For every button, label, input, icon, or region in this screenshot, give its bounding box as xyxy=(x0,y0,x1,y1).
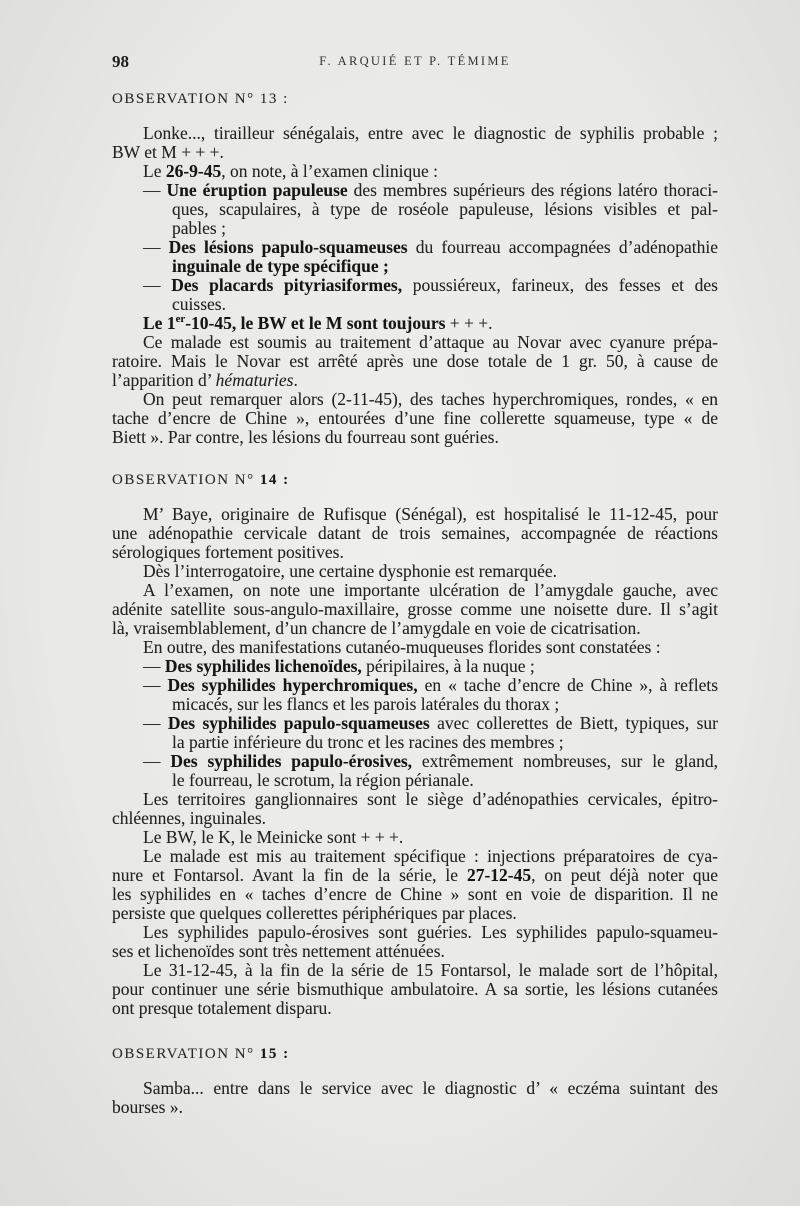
text-run: tache d’encre de Chine », entourées d’une fine collerette squameuse, type « de xyxy=(112,408,718,428)
bold-text: 14 : xyxy=(259,472,290,488)
text-run: A l’examen, on note une importante ulcération de l’amygdale gauche, avec xyxy=(143,580,718,600)
text-line xyxy=(112,847,718,866)
text-line xyxy=(112,390,718,409)
text-line xyxy=(112,352,718,371)
text-run: pour continuer une série bismuthique ambulatoire. A sa sortie, les lésions cutanées xyxy=(112,979,718,999)
text-line xyxy=(112,790,718,809)
bold-text: -10-45, le BW et le M sont toujours xyxy=(185,313,446,333)
observation-section xyxy=(112,471,718,1018)
bold-text: Des syphilides hyperchromiques, xyxy=(167,675,418,695)
text-run: micacés, sur les flancs et les parois latérales du thorax ; xyxy=(172,694,560,714)
bold-text: Des syphilides papulo-squameuses xyxy=(167,713,430,733)
text-line xyxy=(112,638,718,657)
observation-text xyxy=(112,124,718,447)
bold-text: 26-9-45 xyxy=(165,161,222,181)
superscript-text: er xyxy=(175,313,186,326)
text-run: — xyxy=(143,237,169,257)
text-run: OBSERVATION N° xyxy=(112,472,260,488)
text-run: Lonke..., tirailleur sénégalais, entre avec le diagnostic de syphilis probable ; xyxy=(143,123,718,143)
text-run: On peut remarquer alors (2-11-45), des taches hyperchromiques, rondes, « en xyxy=(143,389,718,409)
text-run: chléennes, inguinales. xyxy=(112,808,267,828)
text-line xyxy=(112,333,718,352)
text-run: Le BW, le K, le Meinicke sont + + +. xyxy=(143,827,404,847)
text-run: Dès l’interrogatoire, une certaine dysphonie est remarquée. xyxy=(143,561,557,581)
list-item xyxy=(112,238,718,276)
list-item xyxy=(112,714,718,752)
text-run: — xyxy=(143,656,165,676)
paragraph xyxy=(112,333,718,390)
paragraph xyxy=(112,1079,718,1117)
text-line xyxy=(112,276,718,295)
text-run: . xyxy=(293,370,298,390)
list-item xyxy=(112,276,718,314)
text-run: Ce malade est soumis au traitement d’attaque au Novar avec cyanure prépa- xyxy=(143,332,718,352)
italic-text: hématuries xyxy=(215,370,294,390)
text-run: ont presque totalement disparu. xyxy=(112,998,332,1018)
text-run: en « tache d’encre de Chine », à reflets xyxy=(417,675,719,695)
text-run: persiste que quelques collerettes périphériques par places. xyxy=(112,903,517,923)
text-run: là, vraisemblablement, d’un chancre de l’amygdale en voie de cicatrisation. xyxy=(112,618,641,638)
text-run: ques, scapulaires, à type de roséole papuleuse, lésions visibles et pal- xyxy=(172,199,718,219)
paragraph xyxy=(112,847,718,923)
text-run: poussiéreux, farineux, des fesses et des xyxy=(402,275,718,295)
text-run: le fourreau, le scrotum, la région périanale. xyxy=(172,770,474,790)
text-run: , on note, à l’examen clinique : xyxy=(221,161,438,181)
text-run: avec collerettes de Biett, typiques, sur xyxy=(429,713,718,733)
paragraph xyxy=(112,790,718,828)
bold-text: Des syphilides lichenoïdes, xyxy=(164,656,362,676)
bold-text: 27-12-45 xyxy=(466,865,532,885)
text-line xyxy=(112,695,718,714)
paragraph xyxy=(112,390,718,447)
bold-text: Des placards pityriasiformes, xyxy=(171,275,403,295)
bold-text: 15 : xyxy=(259,1046,290,1062)
paragraph xyxy=(112,581,718,638)
observation-text xyxy=(112,1079,718,1117)
paragraph xyxy=(112,162,718,181)
bold-text: Le 1 xyxy=(143,313,176,333)
text-line xyxy=(112,581,718,600)
text-run: du fourreau accompagnées d’adénopathie xyxy=(407,237,718,257)
page-header xyxy=(112,52,718,71)
text-run: extrêmement nombreuses, sur le gland, xyxy=(412,751,719,771)
text-line xyxy=(112,200,718,219)
paragraph xyxy=(112,828,718,847)
text-run: bourses ». xyxy=(112,1097,183,1117)
text-run: Le xyxy=(143,161,166,181)
text-line xyxy=(112,1079,718,1098)
document-body xyxy=(112,90,718,1117)
paragraph xyxy=(112,562,718,581)
text-line xyxy=(112,885,718,904)
text-run: adénite satellite sous-angulo-maxillaire, grosse comme une noisette dure. Il s’agit xyxy=(112,599,718,619)
text-run: la partie inférieure du tronc et les racines des membres ; xyxy=(172,732,564,752)
text-run: l’apparition d’ xyxy=(112,370,216,390)
text-run: En outre, des manifestations cutanéo-muqueuses florides sont constatées : xyxy=(143,637,661,657)
text-line xyxy=(112,714,718,733)
text-line xyxy=(112,124,718,143)
bold-text: Une éruption papuleuse xyxy=(166,180,348,200)
text-line xyxy=(112,771,718,790)
text-line xyxy=(112,524,718,543)
text-run: nure et Fontarsol. Avant la fin de la série, le xyxy=(112,865,467,885)
text-run: — xyxy=(143,751,171,771)
bold-text: Des syphilides papulo-érosives, xyxy=(170,751,413,771)
text-run: OBSERVATION N° xyxy=(112,1046,260,1062)
page-number: 98 xyxy=(112,52,129,71)
text-line xyxy=(112,676,718,695)
text-run: M’ Baye, originaire de Rufisque (Sénégal), est hospitalisé le 11-12-45, pour xyxy=(143,504,718,524)
text-run: BW et M + + +. xyxy=(112,142,224,162)
text-line xyxy=(112,295,718,314)
text-run: — xyxy=(143,713,168,733)
paragraph xyxy=(112,505,718,562)
text-line xyxy=(112,980,718,999)
text-line xyxy=(112,752,718,771)
running-title: F. ARQUIÉ ET P. TÉMIME xyxy=(319,54,511,68)
text-line xyxy=(112,904,718,923)
list-item xyxy=(112,181,718,238)
text-run: une adénopathie cervicale datant de trois semaines, accompagnée de réactions xyxy=(112,523,718,543)
text-run: sérologiques fortement positives. xyxy=(112,542,344,562)
observation-heading xyxy=(112,471,718,490)
bold-text: Des lésions papulo-squameuses xyxy=(168,237,408,257)
text-line xyxy=(112,1098,718,1117)
text-line xyxy=(112,238,718,257)
text-run: ses et lichenoïdes sont très nettement atténuées. xyxy=(112,941,445,961)
text-line xyxy=(112,619,718,638)
paragraph xyxy=(112,124,718,162)
text-run: des membres supérieurs des régions latéro thoraci- xyxy=(347,180,719,200)
text-run: Le 31-12-45, à la fin de la série de 15 Fontarsol, le malade sort de l’hôpital, xyxy=(143,960,718,980)
text-line xyxy=(112,257,718,276)
text-line xyxy=(112,961,718,980)
text-run: cuisses. xyxy=(172,294,226,314)
list-item xyxy=(112,657,718,676)
text-run: Biett ». Par contre, les lésions du fourreau sont guéries. xyxy=(112,427,499,447)
text-line xyxy=(112,505,718,524)
text-run: — xyxy=(143,275,172,295)
paragraph xyxy=(112,961,718,1018)
text-line xyxy=(112,428,718,447)
text-line xyxy=(112,162,718,181)
text-line xyxy=(112,219,718,238)
text-line xyxy=(112,733,718,752)
bold-text: inguinale de type spécifique ; xyxy=(172,256,389,276)
list-item xyxy=(112,676,718,714)
text-line xyxy=(112,600,718,619)
text-line xyxy=(112,942,718,961)
text-line xyxy=(112,371,718,390)
observation-heading xyxy=(112,1045,718,1064)
text-run: — xyxy=(143,675,168,695)
text-line xyxy=(112,181,718,200)
text-run: + + +. xyxy=(445,313,493,333)
text-line xyxy=(112,657,718,676)
observation-text xyxy=(112,505,718,1018)
text-line xyxy=(112,543,718,562)
text-line xyxy=(112,923,718,942)
text-run: péripilaires, à la nuque ; xyxy=(361,656,535,676)
observation-section xyxy=(112,1045,718,1117)
text-line xyxy=(112,809,718,828)
text-line xyxy=(112,409,718,428)
text-run: Les syphilides papulo-érosives sont guéries. Les syphilides papulo-squameu- xyxy=(143,922,718,942)
paragraph xyxy=(112,923,718,961)
text-run: Le malade est mis au traitement spécifique : injections préparatoires de cya- xyxy=(143,846,718,866)
text-run: Samba... entre dans le service avec le diagnostic d’ « eczéma suintant des xyxy=(143,1078,718,1098)
observation-section xyxy=(112,90,718,447)
text-run: Les territoires ganglionnaires sont le siège d’adénopathies cervicales, épitro- xyxy=(143,789,718,809)
list-item xyxy=(112,752,718,790)
text-run: OBSERVATION N° 13 : xyxy=(112,91,289,107)
text-line xyxy=(112,828,718,847)
text-line xyxy=(112,562,718,581)
text-line xyxy=(112,999,718,1018)
text-line xyxy=(112,143,718,162)
text-run: pables ; xyxy=(172,218,226,238)
text-run: ratoire. Mais le Novar est arrêté après une dose totale de 1 gr. 50, à cause de xyxy=(112,351,718,371)
text-run: — xyxy=(143,180,167,200)
text-run: les syphilides en « taches d’encre de Chine » sont en voie de disparition. Il ne xyxy=(112,884,718,904)
text-line xyxy=(112,314,718,333)
paragraph xyxy=(112,638,718,657)
observation-heading xyxy=(112,90,718,109)
paragraph xyxy=(112,314,718,333)
text-run: , on peut déjà noter que xyxy=(531,865,718,885)
text-line xyxy=(112,866,718,885)
